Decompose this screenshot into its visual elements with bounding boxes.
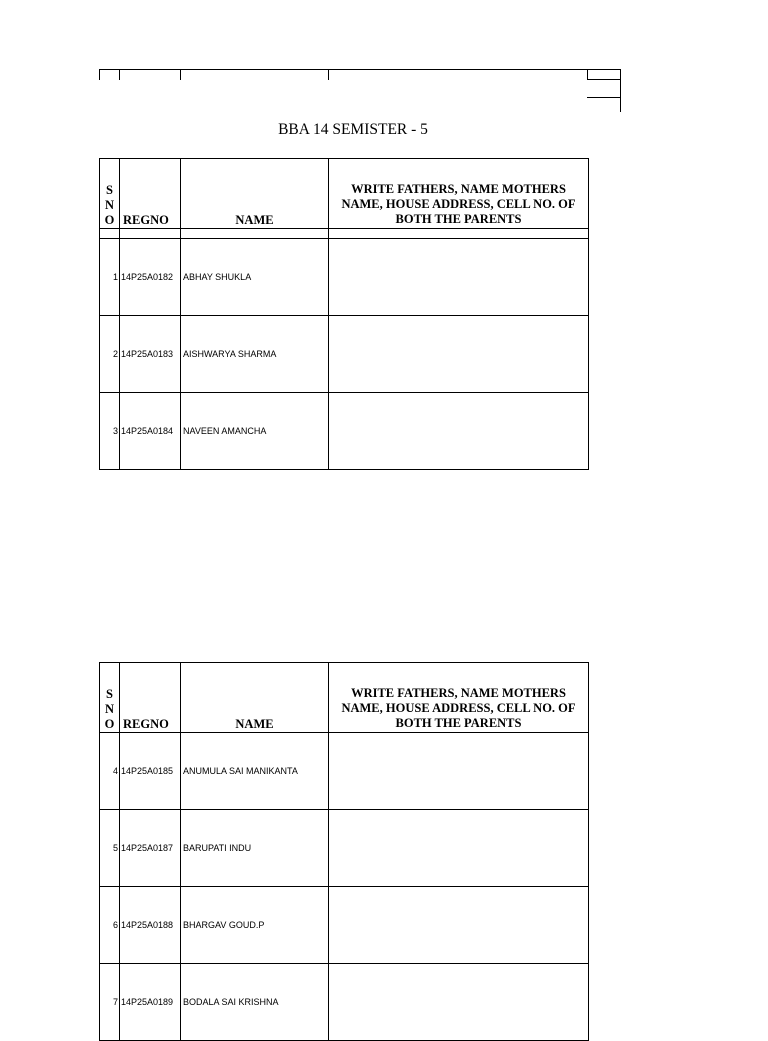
cell-regno: 14P25A0184 (120, 393, 181, 470)
table-spacer-row (100, 229, 589, 239)
cell-sno: 6 (100, 887, 120, 964)
header-sno: S N O (100, 159, 120, 229)
table-row (100, 964, 589, 1041)
header-sno: S N O (100, 663, 120, 733)
cell-sno: 1 (100, 239, 120, 316)
cell-name: ABHAY SHUKLA (181, 239, 329, 316)
cell-parents-details[interactable] (329, 393, 589, 470)
header-regno: REGNO (120, 663, 181, 733)
cell-parents-details[interactable] (329, 316, 589, 393)
table-header-row (100, 663, 589, 733)
table-row (100, 239, 589, 316)
header-parents-details: WRITE FATHERS, NAME MOTHERS NAME, HOUSE ADDRESS, CELL NO. OF BOTH THE PARENTS (329, 663, 589, 733)
cell-parents-details[interactable] (329, 810, 589, 887)
table-row (100, 733, 589, 810)
cell-regno: 14P25A0189 (120, 964, 181, 1041)
page-title: BBA 14 SEMISTER - 5 (278, 121, 428, 138)
table-row (100, 810, 589, 887)
table-row (100, 887, 589, 964)
header-name: NAME (181, 159, 329, 229)
cell-parents-details[interactable] (329, 239, 589, 316)
cell-regno: 14P25A0183 (120, 316, 181, 393)
cell-regno: 14P25A0185 (120, 733, 181, 810)
cell-sno: 5 (100, 810, 120, 887)
cell-parents-details[interactable] (329, 887, 589, 964)
cell-regno: 14P25A0182 (120, 239, 181, 316)
cell-sno: 2 (100, 316, 120, 393)
table-row (100, 316, 589, 393)
cell-regno: 14P25A0187 (120, 810, 181, 887)
cell-parents-details[interactable] (329, 733, 589, 810)
table-header-row (100, 159, 589, 229)
cell-name: BARUPATI INDU (181, 810, 329, 887)
header-name: NAME (181, 663, 329, 733)
cell-regno: 14P25A0188 (120, 887, 181, 964)
cell-sno: 4 (100, 733, 120, 810)
cell-sno: 7 (100, 964, 120, 1041)
cell-parents-details[interactable] (329, 964, 589, 1041)
cell-name: NAVEEN AMANCHA (181, 393, 329, 470)
cell-name: BODALA SAI KRISHNA (181, 964, 329, 1041)
cell-sno: 3 (100, 393, 120, 470)
student-table-1 (99, 158, 589, 470)
cell-name: BHARGAV GOUD.P (181, 887, 329, 964)
header-parents-details: WRITE FATHERS, NAME MOTHERS NAME, HOUSE ADDRESS, CELL NO. OF BOTH THE PARENTS (329, 159, 589, 229)
cell-name: AISHWARYA SHARMA (181, 316, 329, 393)
student-table-2 (99, 662, 589, 1041)
header-regno: REGNO (120, 159, 181, 229)
table-row (100, 393, 589, 470)
cell-name: ANUMULA SAI MANIKANTA (181, 733, 329, 810)
